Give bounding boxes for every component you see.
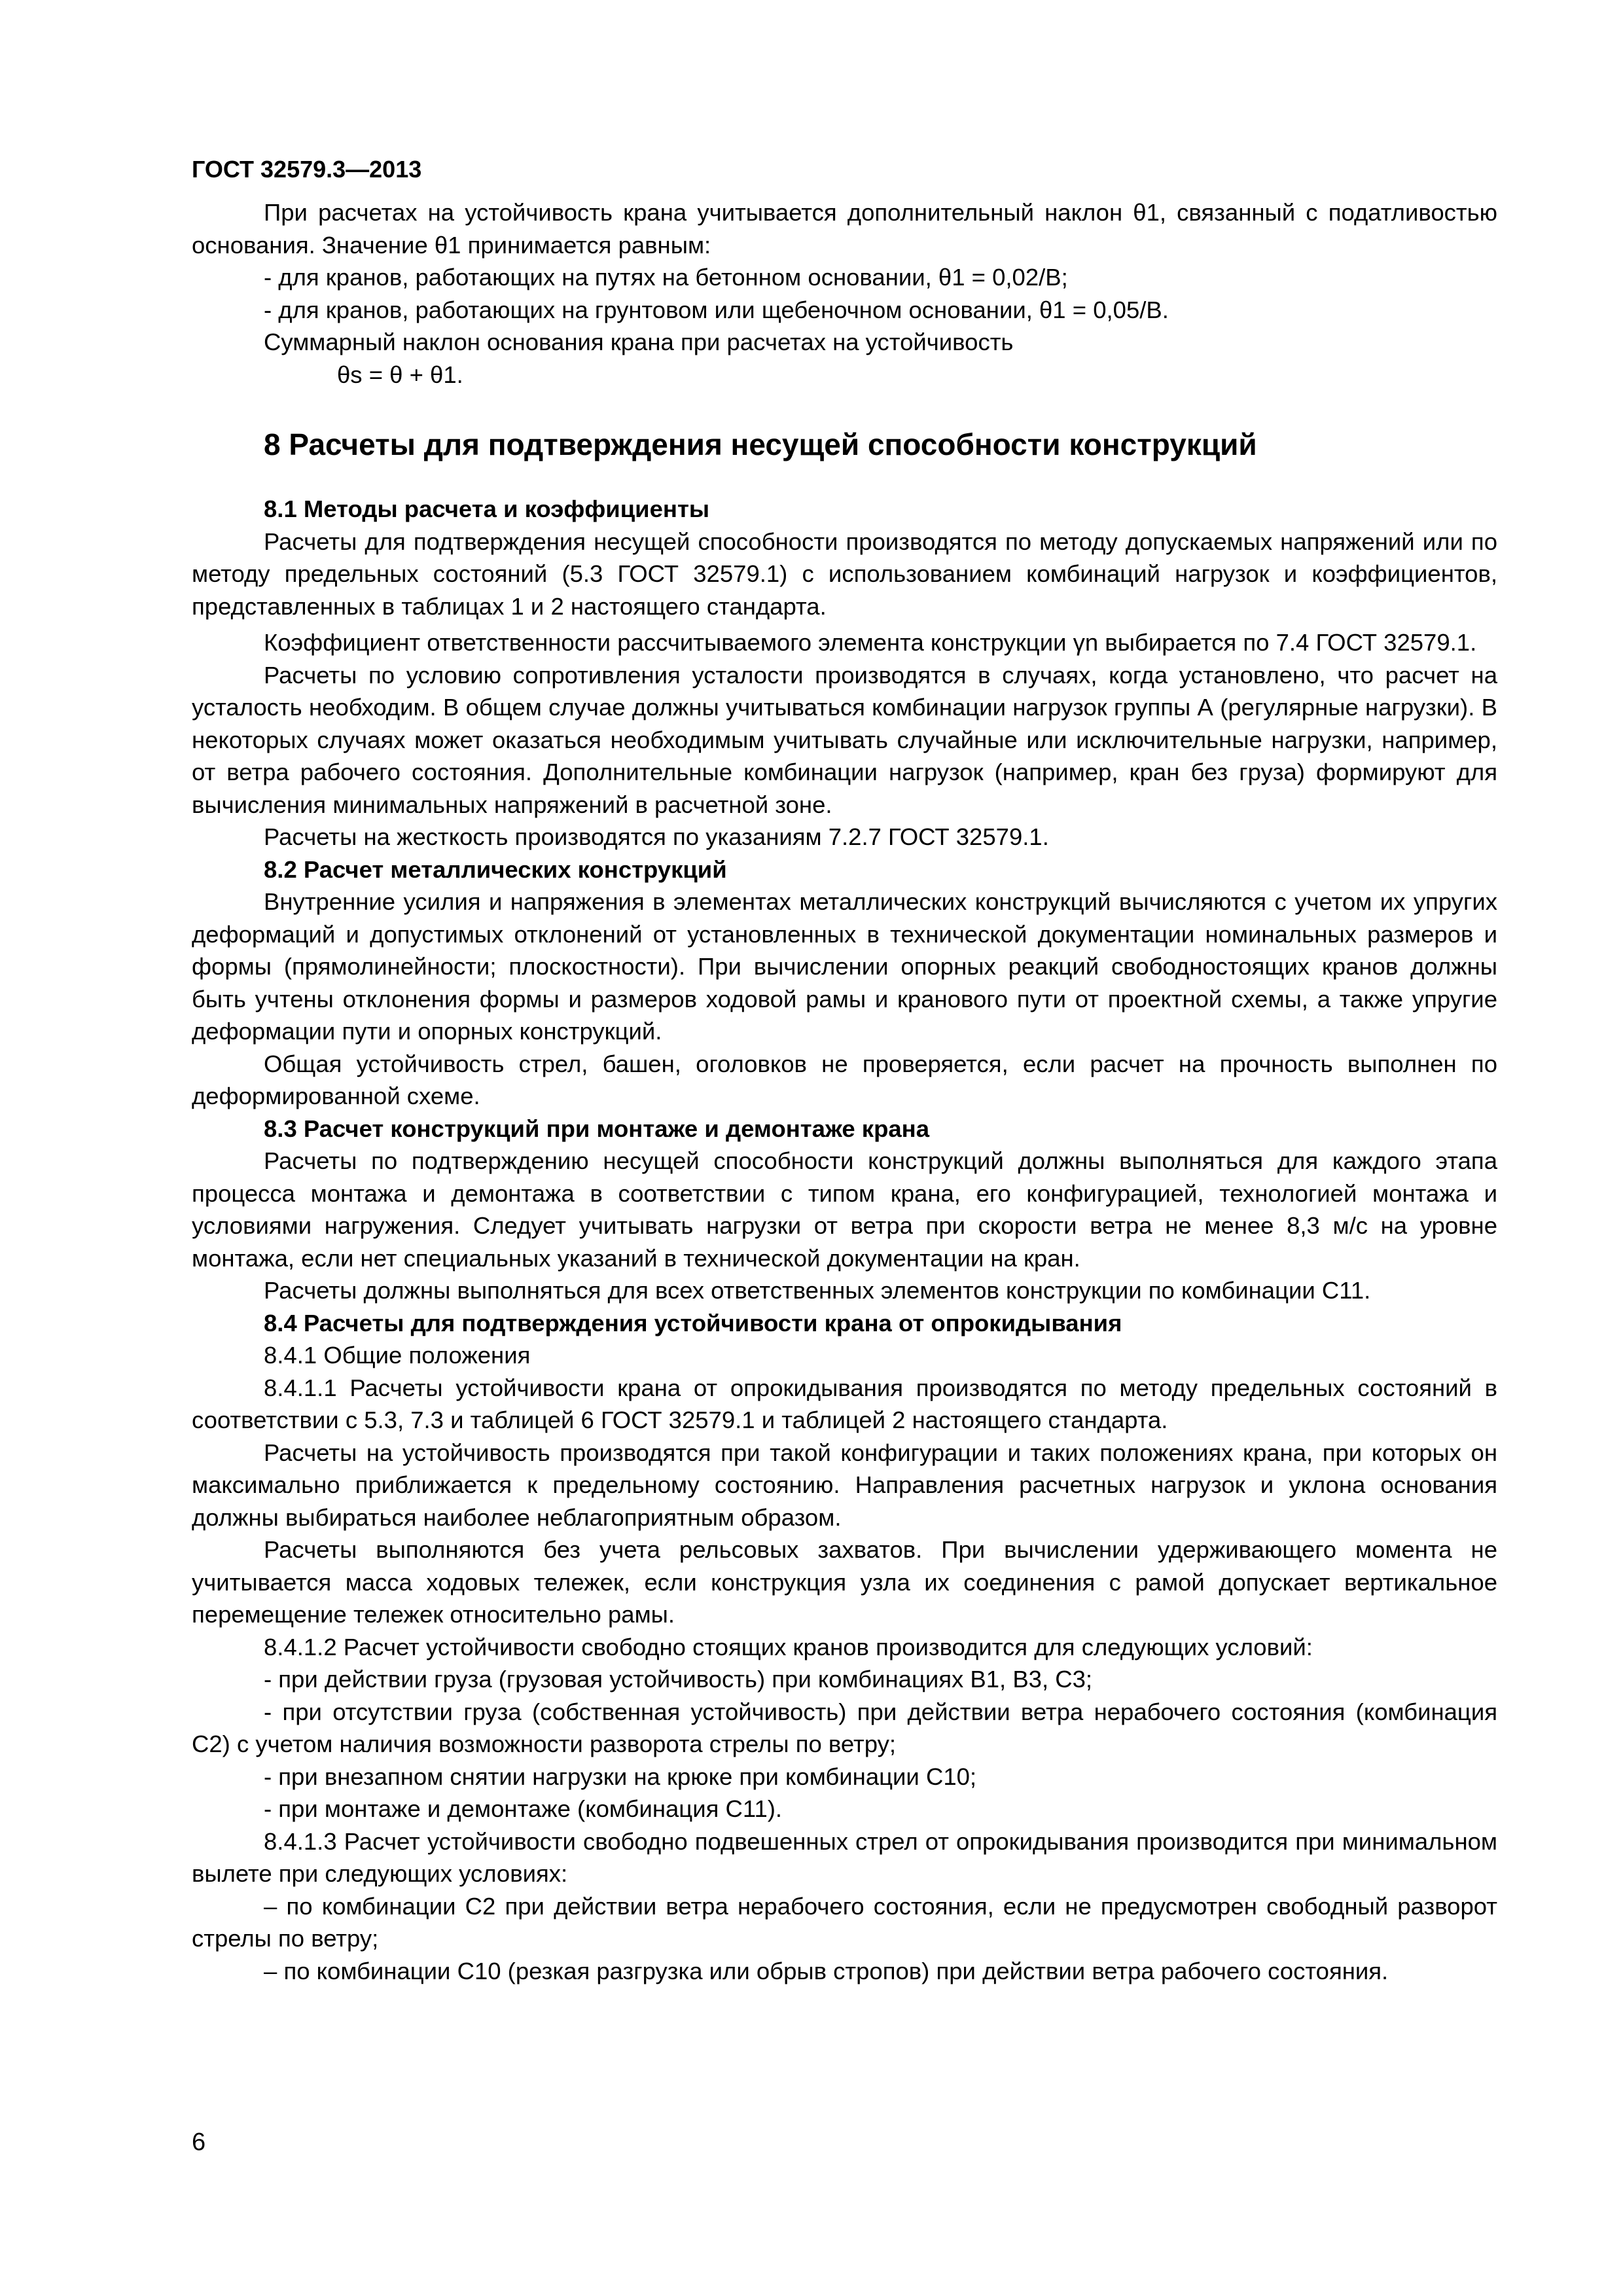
- section-8-4-title: 8.4 Расчеты для подтверждения устойчивости крана от опрокидывания: [264, 1309, 1122, 1336]
- paragraph: Общая устойчивость стрел, башен, оголовков не проверяется, если расчет на прочность выполнен по деформированной схеме.: [192, 1050, 1497, 1109]
- list-item: – по комбинации С2 при действии ветра нерабочего состояния, если не предусмотрен свободный разворот стрелы по ветру;: [192, 1892, 1497, 1952]
- list-item-concrete: - для кранов, работающих на путях на бетонном основании, θ1 = 0,02/B;: [264, 264, 1068, 291]
- paragraph: Коэффициент ответственности рассчитываемого элемента конструкции γn выбирается по 7.4 ГОСТ 32579.1.: [264, 629, 1477, 656]
- paragraph-total-slope: Суммарный наклон основания крана при расчетах на устойчивость: [264, 329, 1014, 355]
- document-header: ГОСТ 32579.3—2013: [192, 156, 422, 183]
- section-8-2-title: 8.2 Расчет металлических конструкций: [264, 855, 727, 883]
- section-8-title: 8 Расчеты для подтверждения несущей способности конструкций: [264, 427, 1257, 461]
- formula-theta-s: θs = θ + θ1.: [337, 361, 463, 388]
- paragraph: Расчеты должны выполняться для всех ответственных элементов конструкции по комбинации С11.: [264, 1277, 1371, 1304]
- paragraph: Расчеты по подтверждению несущей способности конструкций должны выполняться для каждого этапа процесса монтажа и демонтажа в соответствии с типом крана, его конфигурацией, технологией монтажа и условиями нагружения. Следует учитывать нагрузки от ветра при скорости ветра не менее 8,3 м/с на уровне монтажа, если нет специальных указаний в технической документации на кран.: [192, 1147, 1497, 1272]
- list-item: - при внезапном снятии нагрузки на крюке при комбинации С10;: [264, 1763, 977, 1790]
- paragraph: Расчеты на устойчивость производятся при такой конфигурации и таких положениях крана, при которых он максимально приближается к предельному состоянию. Направления расчетных нагрузок и уклона основания должны выбираться наиболее неблагоприятным образом.: [192, 1439, 1497, 1531]
- paragraph: 8.4.1.3 Расчет устойчивости свободно подвешенных стрел от опрокидывания производится при минимальном вылете при следующих условиях:: [192, 1827, 1497, 1887]
- list-item: – по комбинации С10 (резкая разгрузка или обрыв стропов) при действии ветра рабочего состояния.: [264, 1957, 1389, 1984]
- section-8-4-1-title: 8.4.1 Общие положения: [264, 1342, 531, 1369]
- page-number: 6: [192, 2128, 206, 2156]
- paragraph: Расчеты на жесткость производятся по указаниям 7.2.7 ГОСТ 32579.1.: [264, 823, 1049, 850]
- paragraph: 8.4.1.2 Расчет устойчивости свободно стоящих кранов производится для следующих условий:: [264, 1633, 1313, 1660]
- section-8-3-title: 8.3 Расчет конструкций при монтаже и демонтаже крана: [264, 1115, 930, 1142]
- list-item: - при отсутствии груза (собственная устойчивость) при действии ветра нерабочего состояния (комбинация С2) с учетом наличия возможности разворота стрелы по ветру;: [192, 1698, 1497, 1757]
- section-8-1-title: 8.1 Методы расчета и коэффициенты: [264, 495, 709, 522]
- list-item-ground: - для кранов, работающих на грунтовом или щебеночном основании, θ1 = 0,05/B.: [264, 296, 1169, 323]
- paragraph: Расчеты для подтверждения несущей способности производятся по методу допускаемых напряжений или по методу предельных состояний (5.3 ГОСТ 32579.1) с использованием комбинаций нагрузок и коэффициентов, представленных в таблицах 1 и 2 настоящего стандарта.: [192, 528, 1497, 620]
- list-item: - при действии груза (грузовая устойчивость) при комбинациях В1, В3, С3;: [264, 1666, 1093, 1693]
- paragraph: 8.4.1.1 Расчеты устойчивости крана от опрокидывания производятся по методу предельных состояний в соответствии с 5.3, 7.3 и таблицей 6 ГОСТ 32579.1 и таблицей 2 настоящего стандарта.: [192, 1374, 1497, 1433]
- document-body: [192, 196, 1497, 1987]
- paragraph: Внутренние усилия и напряжения в элементах металлических конструкций вычисляются с учетом их упругих деформаций и допустимых отклонений от установленных в технической документации номинальных размеров и формы (прямолинейности; плоскостности). При вычислении опорных реакций свободностоящих кранов должны быть учтены отклонения формы и размеров ходовой рамы и кранового пути от проектной схемы, а также упругие деформации пути и опорных конструкций.: [192, 888, 1497, 1045]
- list-item: - при монтаже и демонтаже (комбинация С11).: [264, 1795, 783, 1822]
- paragraph: Расчеты по условию сопротивления усталости производятся в случаях, когда установлено, что расчет на усталость необходим. В общем случае должны учитываться комбинации нагрузок группы А (регулярные нагрузки). В некоторых случаях может оказаться необходимым учитывать случайные или исключительные нагрузки, например, от ветра рабочего состояния. Дополнительные комбинации нагрузок (например, кран без груза) формируют для вычисления минимальных напряжений в расчетной зоне.: [192, 661, 1497, 818]
- paragraph-theta-intro: При расчетах на устойчивость крана учитывается дополнительный наклон θ1, связанный с податливостью основания. Значение θ1 принимается равным:: [192, 199, 1497, 259]
- paragraph: Расчеты выполняются без учета рельсовых захватов. При вычислении удерживающего момента не учитывается масса ходовых тележек, если конструкция узла их соединения с рамой допускает вертикальное перемещение тележек относительно рамы.: [192, 1536, 1497, 1628]
